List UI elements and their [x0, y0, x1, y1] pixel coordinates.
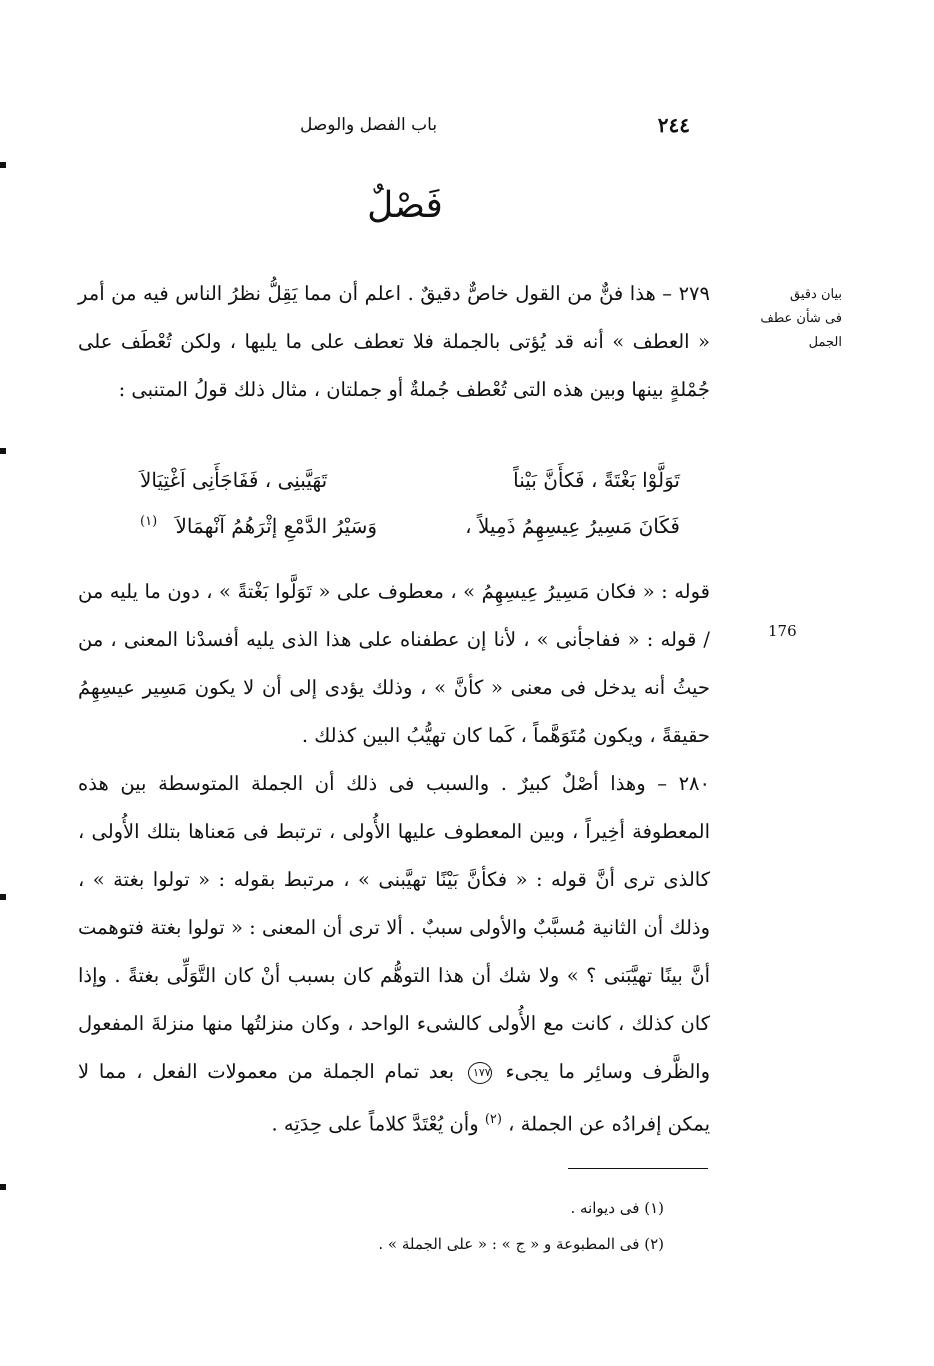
scan-edge-mark — [0, 1184, 6, 1190]
scan-edge-mark — [0, 894, 6, 900]
paragraph-text: وأن يُعْتَدَّ كلاماً على حِدَتِه . — [271, 1112, 479, 1136]
footnote-divider — [568, 1168, 708, 1169]
chapter-title: باب الفصل والوصل — [300, 115, 438, 135]
scan-edge-mark — [0, 162, 6, 168]
paragraph-verse-commentary: قوله : « فكان مَسِيرُ عِيسِهِمُ » ، معطوف على « تَوَلَّوا بَغْتةً » ، دون ما يليه من / قوله : « ففاجأنى » ، لأنا إن عطفناه على هذا الذى يليه أفسدْنا المعنى ، من حيثُ أنه يدخل فى معنى « كأنَّ » ، وذلك يؤدى إلى أن لا يكون مَسِير عيسِهِمُ حقيقةً ، ويكون مُتَوَهَّماً ، كَما كان تهيُّبُ البين كذلك . — [78, 580, 710, 747]
margin-topic-line: بيان دقيق — [790, 287, 842, 302]
verse-line — [140, 506, 680, 546]
paragraph-279: ٢٧٩ – هذا فنٌّ من القول خاصٌّ دقيقٌ . اعلم أن مما يَقِلُّ نظرُ الناس فيه من أمر « العطف » أنه قد يُؤتى بالجملة فلا تعطف على ما يليها ، ولكن تُعْطَف على جُمْلةٍ بينها وبين هذه التى تُعْطف جُملةٌ أو جملتان ، مثال ذلك قولُ المتنبى : — [78, 282, 710, 401]
margin-page-reference: 176 — [768, 622, 797, 640]
scan-edge-mark — [0, 448, 6, 454]
page-number: ٢٤٤ — [657, 113, 690, 137]
paragraph-280 — [78, 760, 710, 1149]
footnote-reference: (٢) — [484, 1112, 502, 1127]
verse-hemistich: تَوَلَّوْا بَغْتَةً ، فَكأَنَّ بَيْناً — [513, 468, 680, 492]
section-heading: فَصْلٌ — [367, 185, 443, 226]
paragraph-text: بعد تمام الجملة من معمولات الفعل ، مما لا يمكن إفرادُه عن الجملة ، — [78, 1060, 710, 1136]
verse-hemistich: فَكَانَ مَسِيرُ عِيسِهِمُ ذَمِيلاً ، — [465, 514, 680, 538]
footnote-reference: (١) — [140, 514, 158, 530]
verse-hemistich: وَسَيْرُ الدَّمْعِ إثْرَهُمُ آنْهمَالاَ — [175, 514, 377, 538]
margin-topic-note — [742, 283, 842, 355]
verse-hemistich: تَهَيَّبنِى ، فَفَاجَأَنِى اَغْتِيَالاَ — [140, 468, 328, 492]
verse-line — [140, 460, 680, 500]
verse-hemistich-with-note — [140, 514, 377, 538]
running-header — [300, 108, 690, 142]
page-marker-icon: ١٧٧ — [468, 1062, 492, 1084]
paragraph-text: ٢٨٠ – وهذا أصْلٌ كبيرٌ . والسبب فى ذلك أن الجملة المتوسطة بين هذه المعطوفة أخِيراً ، وبين المعطوف عليها الأُولى ، ترتبط فى مَعناها بتلك الأُولى ، كالذى ترى أنَّ قوله : « فكأنَّ بَيْنًا تهيَّبنى » ، مرتبط بقوله : « تولوا بغتة » ، وذلك أن الثانية مُسبَّبٌ والأولى سببٌ . ألا ترى أن المعنى : « تولوا بغتة فتوهمت أنَّ بينًا تهيَّبَنى ؟ » ولا شك أن هذا التوهُّم كان بسبب أنْ كان التَّوَلِّى بغتةً . وإذا كان كذلك ، كانت مع الأُولى كالشىء الواحد ، وكان منزلتُها منها منزلةَ المفعول والظَّرف وسائِر ما يجىء — [78, 772, 711, 1083]
footnote-1: (١) فى ديوانه . — [570, 1199, 664, 1217]
footnote-2: (٢) فى المطبوعة و « ج » : « على الجملة » . — [378, 1235, 664, 1253]
margin-topic-line: فى شأن عطف الجمل — [760, 311, 842, 350]
